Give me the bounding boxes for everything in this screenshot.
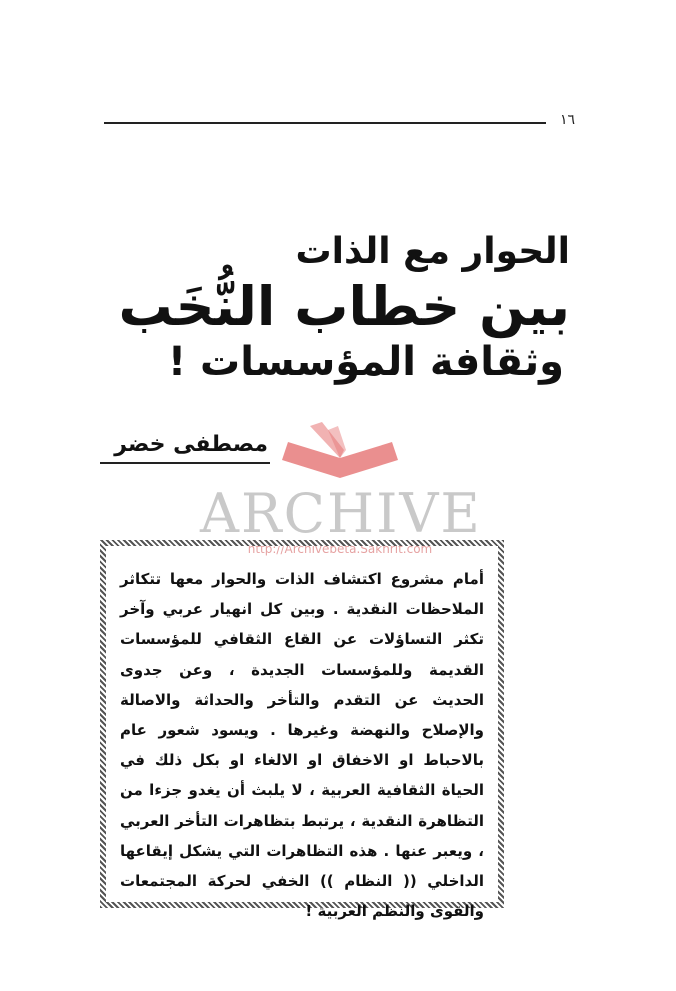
- abstract-box: [100, 540, 504, 921]
- page-number: ١٦: [560, 112, 576, 128]
- watermark-url: http://Archivebeta.Sakhrit.com: [247, 542, 433, 556]
- title-line-3: وثقافة المؤسسات !: [167, 339, 564, 385]
- watermark-text: ARCHIVE: [200, 482, 482, 545]
- book-logo-icon: [270, 420, 410, 490]
- article-title: [110, 228, 570, 386]
- abstract-text: أمام مشروع اكتشاف الذات والحوار معها تتكاثر الملاحظات النقدية . وبين كل انهيار عربي وآخر تكثر التساؤلات عن القاع الثقافي للمؤسسات القديمة وللمؤسسات الجديدة ، وعن جدوى الحديث عن التقدم والتأخر والحداثة والاصالة والإصلاح والنهضة وغيرها . ويسود شعور عام بالاحباط او الاخفاق او الالغاء او بكل ذلك في الحياة الثقافية العربية ، لا يلبث أن يغدو جزءا من التظاهرة النقدية ، يرتبط بتظاهرات التأخر العربي ، ويعبر عنها . هذه التظاهرات التي يشكل إيقاعها الداخلي (( النظام )) الخفي لحركة المجتمعات والقوى والنظم العربية !: [120, 570, 484, 921]
- author-underline: [100, 462, 270, 464]
- title-line-1: الحوار مع الذات: [295, 231, 570, 272]
- author-name: مصطفى خضر: [114, 432, 268, 457]
- header-rule: [104, 122, 546, 124]
- title-line-2: بين خطاب النُّخَب: [118, 275, 570, 338]
